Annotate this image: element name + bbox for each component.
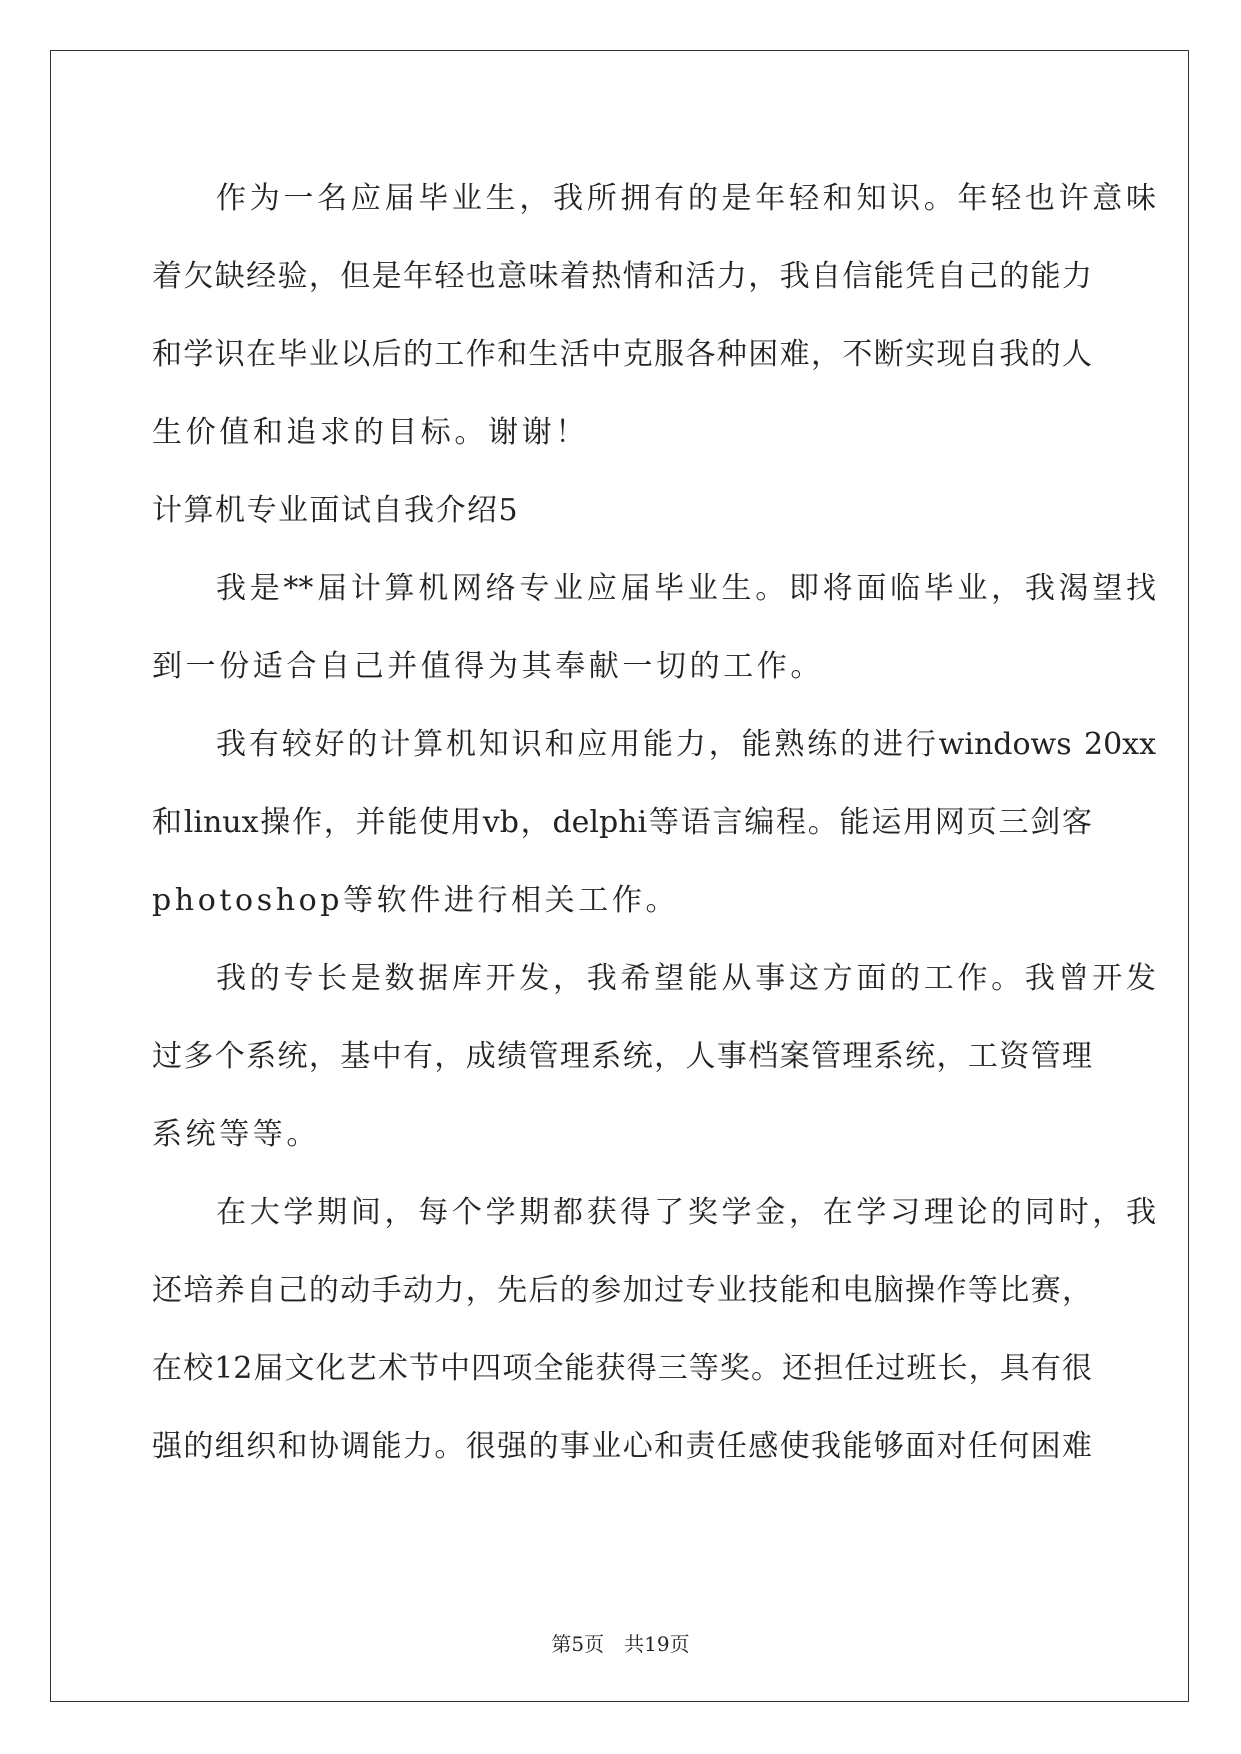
paragraph-line: 过多个系统，基中有，成绩管理系统，人事档案管理系统，工资管理 <box>152 1039 1092 1074</box>
page-number: 第5页 <box>551 1632 605 1656</box>
paragraph-line: photoshop等软件进行相关工作。 <box>152 883 680 918</box>
paragraph-line: 作为一名应届毕业生，我所拥有的是年轻和知识。年轻也许意味 <box>216 181 1156 216</box>
paragraph-line: 我的专长是数据库开发，我希望能从事这方面的工作。我曾开发 <box>216 961 1156 996</box>
paragraph-line: 和linux操作，并能使用vb，delphi等语言编程。能运用网页三剑客 <box>152 805 1092 840</box>
page-total: 共19页 <box>624 1632 690 1656</box>
paragraph-line: 在大学期间，每个学期都获得了奖学金，在学习理论的同时，我 <box>216 1195 1156 1230</box>
paragraph-line: 到一份适合自己并值得为其奉献一切的工作。 <box>152 649 824 684</box>
paragraph-line: 生价值和追求的目标。谢谢！ <box>152 415 589 450</box>
paragraph-line: 和学识在毕业以后的工作和生活中克服各种困难，不断实现自我的人 <box>152 337 1092 372</box>
paragraph-line: 强的组织和协调能力。很强的事业心和责任感使我能够面对任何困难 <box>152 1429 1092 1464</box>
section-heading: 计算机专业面试自我介绍5 <box>152 493 520 528</box>
paragraph-line: 我有较好的计算机知识和应用能力，能熟练的进行windows 20xx <box>216 727 1156 762</box>
paragraph-line: 系统等等。 <box>152 1117 320 1152</box>
page-footer <box>0 1628 1241 1657</box>
paragraph-line: 在校12届文化艺术节中四项全能获得三等奖。还担任过班长，具有很 <box>152 1351 1092 1386</box>
document-body <box>152 160 1156 1486</box>
paragraph-line: 还培养自己的动手动力，先后的参加过专业技能和电脑操作等比赛， <box>152 1273 1092 1308</box>
paragraph-line: 着欠缺经验，但是年轻也意味着热情和活力，我自信能凭自己的能力 <box>152 259 1092 294</box>
paragraph-line: 我是**届计算机网络专业应届毕业生。即将面临毕业，我渴望找 <box>216 571 1156 606</box>
